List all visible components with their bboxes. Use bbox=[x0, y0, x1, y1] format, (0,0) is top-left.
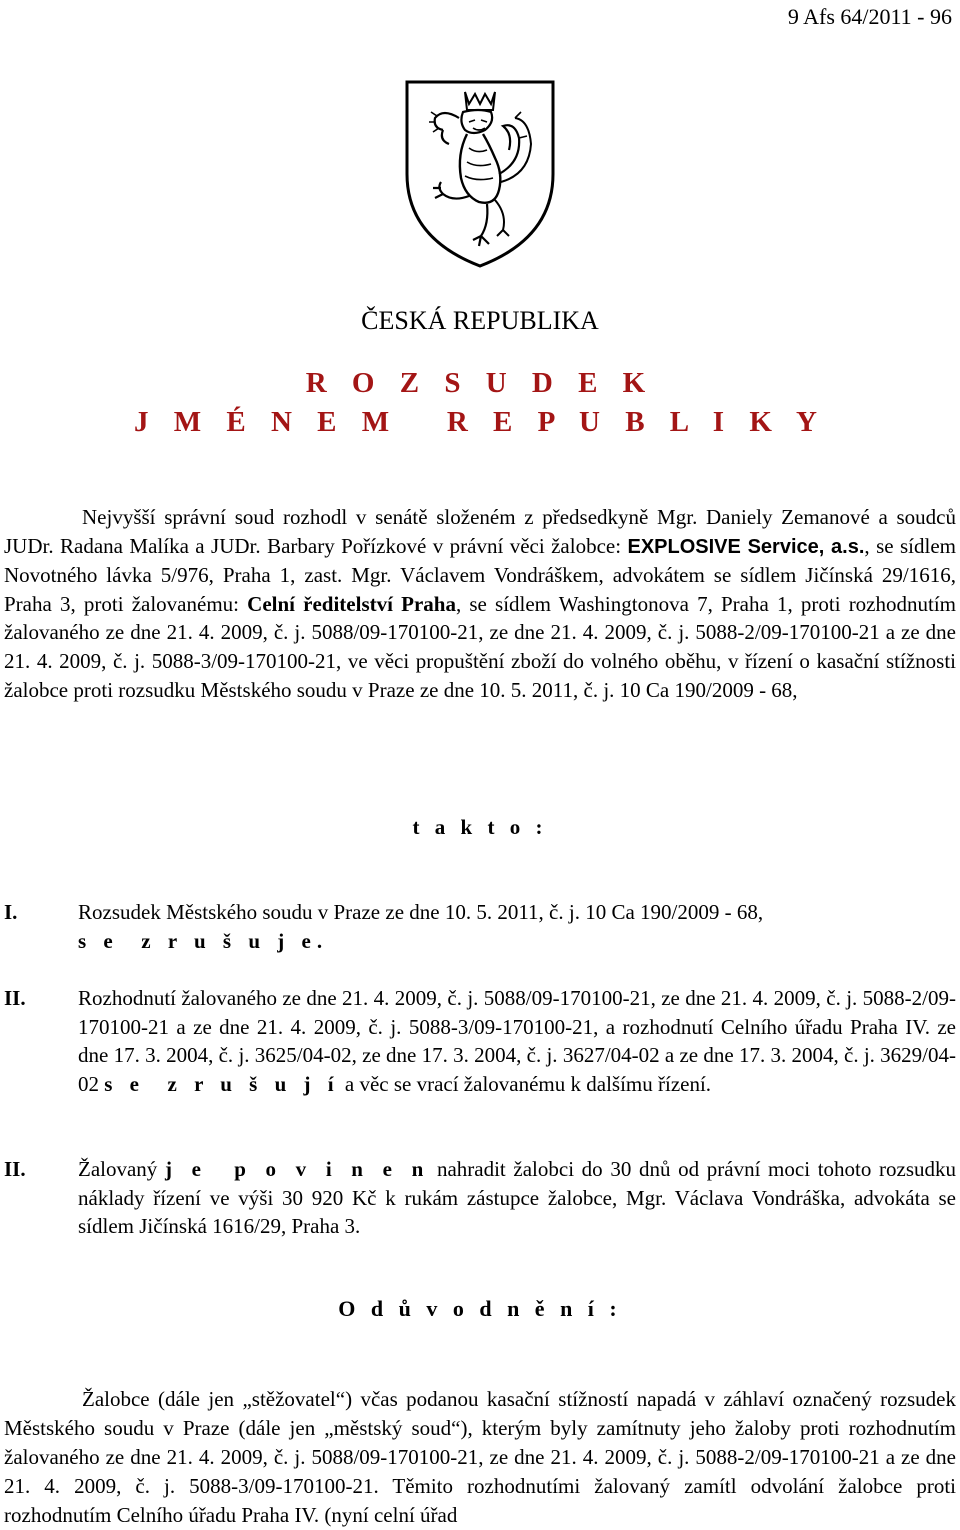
verdict-number: I. bbox=[4, 900, 18, 924]
intro-text-2: , se sídlem Novotného lávka 5/976, Praha 1, zast. Mgr. Václavem Vondráškem, advokátem se sídlem Jičínská 29/1616, Praha 3, proti žalovanému: bbox=[4, 533, 956, 616]
verdict-emphasis: j e p o v i n e n bbox=[164, 1157, 430, 1181]
case-reference: 9 Afs 64/2011 - 96 bbox=[787, 4, 952, 29]
plaintiff-name: EXPLOSIVE Service, a.s. bbox=[627, 535, 865, 558]
verdict-text bbox=[78, 984, 956, 1098]
country-name: ČESKÁ REPUBLIKA bbox=[361, 306, 599, 335]
reasoning-paragraph: Žalobce (dále jen „stěžovatel“) včas podanou kasační stížností napadá v záhlaví označený rozsudek Městského soudu v Praze (dále jen „městský soud“), kterým byly zamítnuty jeho žaloby proti rozhodnutím žalovaného ze dne 21. 4. 2009, č. j. 5088/09-170100-21, ze dne 21. 4. 2009, č. j. 5088-2/09-170100-21 a ze dne 21. 4. 2009, č. j. 5088-3/09-170100-21. Těmito rozhodnutími žalovaný zamítl odvolání žalobce proti rozhodnutím Celního úřadu Praha IV. (nyní celní úřad bbox=[4, 1387, 956, 1527]
intro-text-1: Nejvyšší správní soud rozhodl v senátě složeném z předsedkyně Mgr. Daniely Zemanové a soudců JUDr. Radana Malíka a JUDr. Barbary Pořízkové v právní věci žalobce: bbox=[4, 505, 956, 558]
coat-of-arms-icon bbox=[403, 78, 557, 270]
verdict-item-1 bbox=[4, 898, 956, 955]
verdict-text-main: Rozhodnutí žalovaného ze dne 21. 4. 2009, č. j. 5088/09-170100-21, ze dne 21. 4. 2009, č. j. 5088-2/09-170100-21 a ze dne 21. 4. 2009, č. j. 5088-3/09-170100-21, a rozhodnutí Celního úřadu Praha IV. ze dne 17. 3. 2004, č. j. 3625/04-02, ze dne 17. 3. 2004, č. j. 3627/04-02 a ze dne 17. 3. 2004, č. j. 3629/04-02 bbox=[78, 986, 956, 1096]
intro-paragraph bbox=[4, 503, 956, 704]
verdict-item-2 bbox=[4, 984, 956, 1098]
verdict-emphasis: s e z r u š u j e. bbox=[78, 928, 329, 953]
verdict-emphasis: s e z r u š u j í bbox=[104, 1071, 340, 1096]
verdict-text-main: Žalovaný bbox=[78, 1157, 165, 1181]
verdict-heading: t a k t o : bbox=[412, 815, 548, 839]
judgment-title: R O Z S U D E K bbox=[305, 367, 655, 399]
judgment-subtitle: J M É N E M R E P U B L I K Y bbox=[133, 406, 826, 438]
verdict-number: II. bbox=[4, 1157, 26, 1181]
verdict-text bbox=[78, 898, 956, 955]
reasoning-heading: O d ů v o d n ě n í : bbox=[338, 1296, 622, 1321]
intro-text-3: , se sídlem Washingtonova 7, Praha 1, proti rozhodnutím žalovaného ze dne 21. 4. 2009, č. j. 5088/09-170100-21, ze dne 21. 4. 2009, č. j. 5088-2/09-170100-21 a ze dne 21. 4. 2009, č. j. 5088-3/09-170100-21, ve věci propuštění zboží do volného oběhu, v řízení o kasační stížnosti žalobce proti rozsudku Městského soudu v Praze ze dne 10. 5. 2011, č. j. 10 Ca 190/2009 - 68, bbox=[4, 591, 957, 702]
verdict-text-tail: a věc se vrací žalovanému k dalšímu řízení. bbox=[339, 1071, 712, 1096]
verdict-item-3 bbox=[4, 1155, 956, 1241]
verdict-text bbox=[78, 1155, 956, 1241]
verdict-number: II. bbox=[4, 986, 26, 1010]
verdict-text-tail: nahradit žalobci do 30 dnů od právní moci tohoto rozsudku náklady řízení ve výši 30 920 Kč k rukám zástupce žalobce, Mgr. Václava Vondráška, advokáta se sídlem Jičínská 1616/29, Praha 3. bbox=[78, 1157, 956, 1239]
defendant-name: Celní ředitelství Praha bbox=[247, 591, 456, 616]
verdict-text-main: Rozsudek Městského soudu v Praze ze dne 10. 5. 2011, č. j. 10 Ca 190/2009 - 68, bbox=[78, 900, 764, 924]
